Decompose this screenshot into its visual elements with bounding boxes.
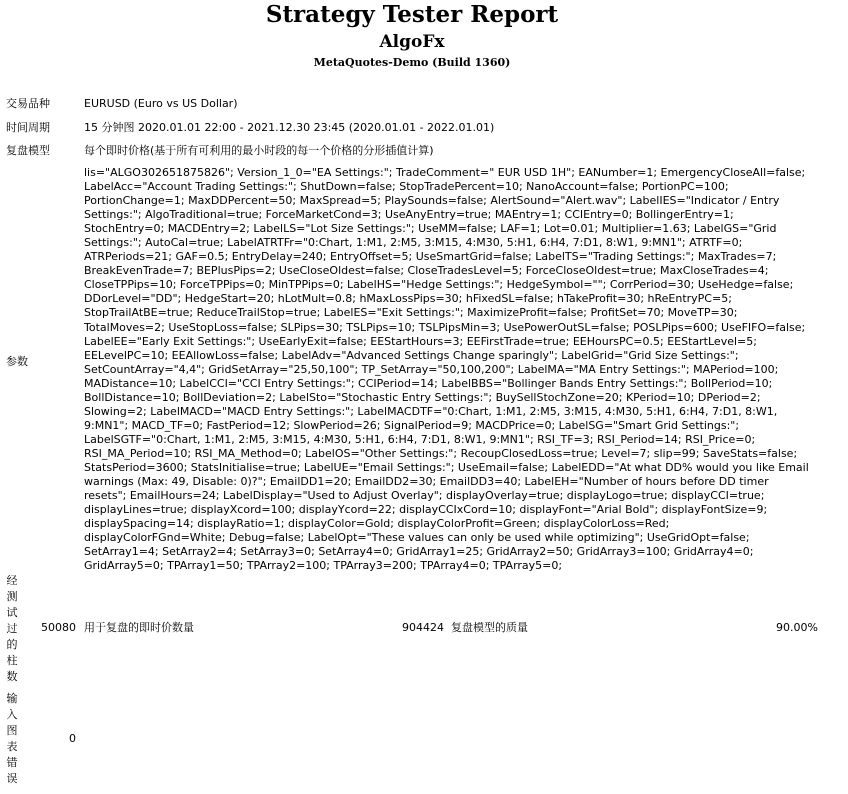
bars-label-char: 试 [6,606,18,619]
bars-label-char: 经 [6,574,18,587]
bars-label-char: 数 [6,670,18,683]
model-value: 每个即时价格(基于所有可利用的最小时段的每一个价格的分形插值计算) [84,144,434,157]
bars-tested-value: 50080 [41,621,76,634]
chart-errors-label [6,691,18,787]
ticks-modelled-label: 用于复盘的即时价数量 [84,621,194,634]
symbol-value: EURUSD (Euro vs US Dollar) [84,97,238,110]
bars-label-char: 的 [6,638,18,651]
server-build: MetaQuotes-Demo (Build 1360) [313,56,511,69]
period-value: 15 分钟图 2020.01.01 22:00 - 2021.12.30 23:45 (2020.01.01 - 2022.01.01) [84,121,495,134]
bars-tested-label [6,573,18,685]
errors-label-char: 错 [6,756,18,769]
ticks-modelled-value: 904424 [402,621,444,634]
bars-label-char: 测 [6,590,18,603]
bars-label-char: 柱 [6,654,18,667]
parameters-label: 参数 [6,355,28,368]
modelling-quality-label: 复盘模型的质量 [451,621,528,634]
symbol-label: 交易品种 [6,97,50,110]
modelling-quality-value: 90.00% [776,621,818,634]
model-label: 复盘模型 [6,144,50,157]
parameters-value: lis="ALGO302651875826"; Version_1_0="EA Settings:"; TradeComment=" EUR USD 1H"; EANumber=1; EmergencyCloseAll=false; LabelAcc="Account Trading Settings:"; ShutDown=false; StopTradePercent=10; NanoAccount=false; PortionPC=100; PortionChange=1; MaxDDPercent=50; MaxSpread=5; PlaySounds=false; AlertSound="Alert.wav"; LabelIES="Indicator / Entry Settings:"; AlgoTraditional=true; ForceMarketCond=3; UseAnyEntry=true; MAEntry=1; CCIEntry=0; BollingerEntry=1; StochEntry=0; MACDEntry=2; LabelLS="Lot Size Settings:"; UseMM=false; LAF=1; Lot=0.01; Multiplier=1.63; LabelGS="Grid Settings:"; AutoCal=true; LabelATRTFr="0:Chart, 1:M1, 2:M5, 3:M15, 4:M30, 5:H1, 6:H4, 7:D1, 8:W1, 9:MN1"; ATRTF=0; ATRPeriods=21; GAF=0.5; EntryDelay=240; EntryOffset=5; UseSmartGrid=false; LabelTS="Trading Settings:"; MaxTrades=7; BreakEvenTrade=7; BEPlusPips=2; UseCloseOldest=false; CloseTradesLevel=5; ForceCloseOldest=true; MaxCloseTrades=4; CloseTPPips=10; ForceTPPips=0; MinTPPips=0; LabelHS="Hedge Settings:"; HedgeSymbol=""; CorrPeriod=30; UseHedge=false; DDorLevel="DD"; HedgeStart=20; hLotMult=0.8; hMaxLossPips=30; hFixedSL=false; hTakeProfit=30; hReEntryPC=5; StopTrailAtBE=true; ReduceTrailStop=true; LabelES="Exit Settings:"; MaximizeProfit=false; ProfitSet=70; MoveTP=30; TotalMoves=2; UseStopLoss=false; SLPips=30; TSLPips=10; TSLPipsMin=3; UsePowerOutSL=false; POSLPips=600; UseFIFO=false; LabelEE="Early Exit Settings:"; UseEarlyExit=false; EEStartHours=3; EEFirstTrade=true; EEHoursPC=0.5; EEStartLevel=5; EELevelPC=10; EEAllowLoss=false; LabelAdv="Advanced Settings Change sparingly"; LabelGrid="Grid Size Settings:"; SetCountArray="4,4"; GridSetArray="25,50,100"; TP_SetArray="50,100,200"; LabelMA="MA Entry Settings:"; MAPeriod=100; MADistance=10; LabelCCI="CCI Entry Settings:"; CCIPeriod=14; LabelBBS="Bollinger Bands Entry Settings:"; BollPeriod=10; BollDistance=10; BollDeviation=2; LabelSto="Stochastic Entry Settings:"; BuySellStochZone=20; KPeriod=10; DPeriod=2; Slowing=2; LabelMACD="MACD Entry Settings:"; LabelMACDTF="0:Chart, 1:M1, 2:M5, 3:M15, 4:M30, 5:H1, 6:H4, 7:D1, 8:W1, 9:MN1"; MACD_TF=0; FastPeriod=12; SlowPeriod=26; SignalPeriod=9; MACDPrice=0; LabelSG="Smart Grid Settings:"; LabelSGTF="0:Chart, 1:M1, 2:M5, 3:M15, 4:M30, 5:H1, 6:H4, 7:D1, 8:W1, 9:MN1"; RSI_TF=3; RSI_Period=14; RSI_Price=0; RSI_MA_Period=10; RSI_MA_Method=0; LabelOS="Other Settings:"; RecoupClosedLoss=true; Level=7; slip=99; SaveStats=false; StatsPeriod=3600; StatsInitialise=true; LabelUE="Email Settings:"; UseEmail=false; LabelEDD="At what DD% would you like Email warnings (Max: 49, Disable: 0)?"; EmailDD1=20; EmailDD2=30; EmailDD3=40; LabelEH="Number of hours before DD timer resets"; EmailHours=24; LabelDisplay="Used to Adjust Overlay"; displayOverlay=true; displayLogo=true; displayCCI=true; displayLines=true; displayXcord=100; displayYcord=22; displayCCIxCord=10; displayFont="Arial Bold"; displayFontSize=9; displaySpacing=14; displayRatio=1; displayColor=Gold; displayColorProfit=Green; displayColorLoss=Red; displayColorFGnd=White; Debug=false; LabelOpt="These values can only be used while optimizing"; UseGridOpt=false; SetArray1=4; SetArray2=4; SetArray3=0; SetArray4=0; GridArray1=25; GridArray2=50; GridArray3=100; GridArray4=0; GridArray5=0; TPArray1=50; TPArray2=100; TPArray3=200; TPArray4=0; TPArray5=0; [84,166,809,573]
chart-errors-value: 0 [69,732,76,745]
errors-label-char: 误 [6,772,18,785]
errors-label-char: 入 [6,708,18,721]
company-name: AlgoFx [379,32,445,52]
errors-label-char: 输 [6,692,18,705]
report-title: Strategy Tester Report [265,1,559,28]
errors-label-char: 图 [6,724,18,737]
errors-label-char: 表 [6,740,18,753]
bars-label-char: 过 [6,622,18,635]
period-label: 时间周期 [6,121,50,134]
